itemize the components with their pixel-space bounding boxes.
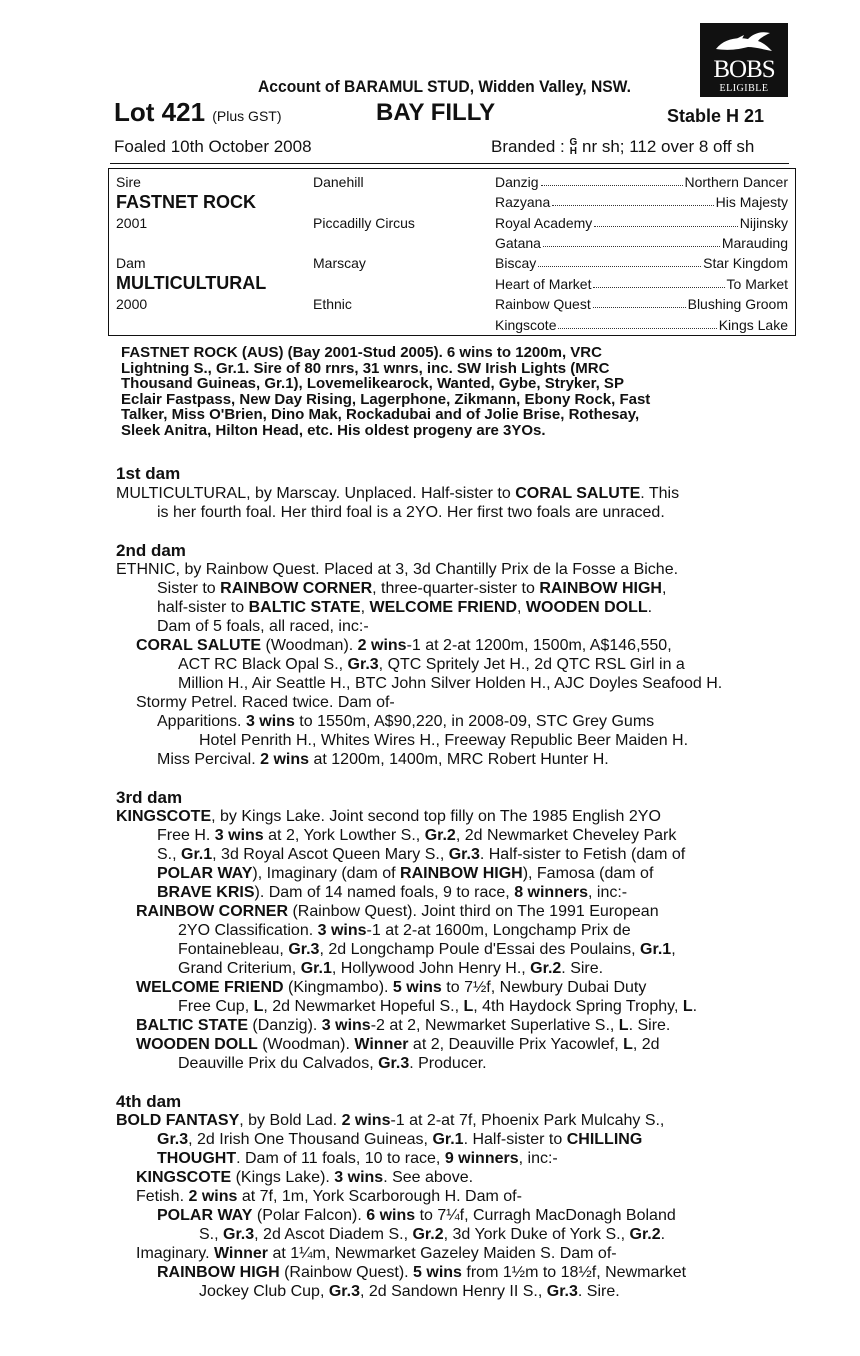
ancestor-row xyxy=(495,296,788,312)
second-dam-heading: 2nd dam xyxy=(116,541,186,560)
ancestor-left: Heart of Market xyxy=(495,276,592,292)
first-dam-heading: 1st dam xyxy=(116,464,181,483)
second-dam-text: Dam of 5 foals, all raced, inc:- xyxy=(157,618,369,635)
leader-dots xyxy=(558,328,716,329)
sire-summary-line: Talker, Miss O'Brien, Dino Mak, Rockadubai and of Jolie Brise, Rothesay, xyxy=(121,406,640,423)
brand-prefix: Branded : xyxy=(491,137,565,156)
produce-entry: S., Gr.3, 2d Ascot Diadem S., Gr.2, 3d York Duke of York S., Gr.2. xyxy=(199,1226,666,1243)
ancestor-right: To Market xyxy=(726,276,788,292)
logo-text: BOBS xyxy=(713,56,775,83)
produce-entry: RAINBOW HIGH (Rainbow Quest). 5 wins from 1½m to 18½f, Newmarket xyxy=(157,1264,687,1281)
ancestor-right: Star Kingdom xyxy=(703,255,788,271)
leader-dots xyxy=(541,185,683,186)
produce-entry: Stormy Petrel. Raced twice. Dam of- xyxy=(136,694,395,711)
sire-year: 2001 xyxy=(116,215,148,231)
ancestor-right: His Majesty xyxy=(715,194,788,210)
sire-summary xyxy=(121,345,791,438)
sire-dam: Piccadilly Circus xyxy=(313,215,415,231)
lot-label: Lot 421 xyxy=(114,97,206,127)
produce-entry: 2YO Classification. 3 wins-1 at 2-at 1600m, Longchamp Prix de xyxy=(178,922,631,939)
third-dam-text: BRAVE KRIS). Dam of 14 named foals, 9 to race, 8 winners, inc:- xyxy=(157,884,628,901)
brand-mark-bottom: H xyxy=(569,146,577,157)
header-divider xyxy=(110,163,789,164)
sire-label: Sire xyxy=(116,174,141,190)
produce-entry: ACT RC Black Opal S., Gr.3, QTC Spritely Jet H., 2d QTC RSL Girl in a xyxy=(178,656,685,673)
brand-info xyxy=(491,137,754,157)
produce-entry: Fetish. 2 wins at 7f, 1m, York Scarborough H. Dam of- xyxy=(136,1188,522,1205)
leader-dots xyxy=(593,307,686,308)
dam-year: 2000 xyxy=(116,296,148,312)
ancestor-row xyxy=(495,276,788,292)
fourth-dam-heading: 4th dam xyxy=(116,1092,182,1111)
produce-entry: WOODEN DOLL (Woodman). Winner at 2, Deauville Prix Yacowlef, L, 2d xyxy=(136,1036,660,1053)
ancestor-row xyxy=(495,317,788,333)
ancestor-left: Rainbow Quest xyxy=(495,296,591,312)
first-dam-text: MULTICULTURAL, by Marscay. Unplaced. Half-sister to CORAL SALUTE. This xyxy=(116,485,680,502)
brand-mark xyxy=(569,138,577,156)
produce-entry: Jockey Club Cup, Gr.3, 2d Sandown Henry II S., Gr.3. Sire. xyxy=(199,1283,620,1300)
produce-entry: Apparitions. 3 wins to 1550m, A$90,220, in 2008-09, STC Grey Gums xyxy=(157,713,655,730)
sire-summary-line: Thousand Guineas, Gr.1), Lovemelikearock, Wanted, Gybe, Stryker, SP xyxy=(121,375,624,392)
sire-summary-line: FASTNET ROCK (AUS) (Bay 2001-Stud 2005). 6 wins to 1200m, VRC xyxy=(121,344,602,361)
second-dam-text: half-sister to BALTIC STATE, WELCOME FRIEND, WOODEN DOLL. xyxy=(157,599,653,616)
ancestor-left: Gatana xyxy=(495,235,541,251)
leader-dots xyxy=(593,287,724,288)
produce-entry: Hotel Penrith H., Whites Wires H., Freeway Republic Beer Maiden H. xyxy=(199,732,689,749)
ancestor-row xyxy=(495,255,788,271)
brand-mark-top: G xyxy=(569,137,578,148)
ancestor-left: Kingscote xyxy=(495,317,557,333)
sire-summary-line: Eclair Fastpass, New Day Rising, Lagerphone, Zikmann, Ebony Rock, Fast xyxy=(121,390,651,408)
fourth-dam-text: THOUGHT. Dam of 11 foals, 10 to race, 9 winners, inc:- xyxy=(157,1150,558,1167)
sire-summary-line: Sleek Anitra, Hilton Head, etc. His oldest progeny are 3YOs. xyxy=(121,421,546,439)
leader-dots xyxy=(543,246,720,247)
sire-sire: Danehill xyxy=(313,174,364,190)
ancestor-row xyxy=(495,215,788,231)
produce-entry: Imaginary. Winner at 1¼m, Newmarket Gazeley Maiden S. Dam of- xyxy=(136,1245,617,1262)
ancestor-right: Northern Dancer xyxy=(684,174,788,190)
bobs-eligible-logo xyxy=(700,23,788,97)
ancestor-left: Royal Academy xyxy=(495,215,593,231)
produce-entry: Deauville Prix du Calvados, Gr.3. Producer. xyxy=(178,1055,487,1072)
ancestor-row xyxy=(495,235,788,251)
ancestor-left: Danzig xyxy=(495,174,539,190)
produce-entry: KINGSCOTE (Kings Lake). 3 wins. See above. xyxy=(136,1169,474,1186)
third-dam-heading: 3rd dam xyxy=(116,788,183,807)
third-dam-text: POLAR WAY), Imaginary (dam of RAINBOW HIGH), Famosa (dam of xyxy=(157,865,654,882)
logo-subtext: ELIGIBLE xyxy=(719,83,769,94)
ancestor-right: Kings Lake xyxy=(718,317,788,333)
ancestor-left: Razyana xyxy=(495,194,551,210)
vendor-account: Account of BARAMUL STUD, Widden Valley, NSW. xyxy=(258,77,631,96)
first-dam-text: is her fourth foal. Her third foal is a 2YO. Her first two foals are unraced. xyxy=(157,504,665,521)
stable-number: Stable H 21 xyxy=(667,106,765,126)
produce-entry: Fontainebleau, Gr.3, 2d Longchamp Poule d'Essai des Poulains, Gr.1, xyxy=(178,941,676,958)
leader-dots xyxy=(538,266,701,267)
ancestor-right: Marauding xyxy=(721,235,788,251)
third-dam-text: S., Gr.1, 3d Royal Ascot Queen Mary S., Gr.3. Half-sister to Fetish (dam of xyxy=(157,846,686,863)
third-dam-text: Free H. 3 wins at 2, York Lowther S., Gr.2, 2d Newmarket Cheveley Park xyxy=(157,827,677,844)
dam-sire: Marscay xyxy=(313,255,366,271)
dam-name: MULTICULTURAL xyxy=(116,273,267,293)
fourth-dam-text: Gr.3, 2d Irish One Thousand Guineas, Gr.1. Half-sister to CHILLING xyxy=(157,1131,643,1148)
produce-entry: POLAR WAY (Polar Falcon). 6 wins to 7¼f, Curragh MacDonagh Boland xyxy=(157,1207,676,1224)
third-dam-text: KINGSCOTE, by Kings Lake. Joint second top filly on The 1985 English 2YO xyxy=(116,808,661,825)
ancestor-right: Nijinsky xyxy=(739,215,788,231)
produce-entry: Free Cup, L, 2d Newmarket Hopeful S., L, 4th Haydock Spring Trophy, L. xyxy=(178,998,698,1015)
foaled-date: Foaled 10th October 2008 xyxy=(114,137,312,156)
leader-dots xyxy=(594,226,737,227)
ancestor-row xyxy=(495,194,788,210)
produce-entry: Miss Percival. 2 wins at 1200m, 1400m, MRC Robert Hunter H. xyxy=(157,751,609,768)
fourth-dam-text: BOLD FANTASY, by Bold Lad. 2 wins-1 at 2-at 7f, Phoenix Park Mulcahy S., xyxy=(116,1112,665,1129)
lot-description: BAY FILLY xyxy=(376,99,496,126)
produce-entry: Million H., Air Seattle H., BTC John Silver Holden H., AJC Doyles Seafood H. xyxy=(178,675,723,692)
sire-name: FASTNET ROCK xyxy=(116,192,257,212)
sire-summary-line: Lightning S., Gr.1. Sire of 80 rnrs, 31 wnrs, inc. SW Irish Lights (MRC xyxy=(121,359,610,377)
leader-dots xyxy=(552,205,713,206)
brand-details: nr sh; 112 over 8 off sh xyxy=(581,137,755,156)
second-dam-text: ETHNIC, by Rainbow Quest. Placed at 3, 3d Chantilly Prix de la Fosse a Biche. xyxy=(116,561,679,578)
produce-entry: WELCOME FRIEND (Kingmambo). 5 wins to 7½f, Newbury Dubai Duty xyxy=(136,979,647,996)
produce-entry: RAINBOW CORNER (Rainbow Quest). Joint third on The 1991 European xyxy=(136,903,659,920)
second-dam-text: Sister to RAINBOW CORNER, three-quarter-sister to RAINBOW HIGH, xyxy=(157,580,667,597)
dam-dam: Ethnic xyxy=(313,296,352,312)
horse-icon xyxy=(714,29,774,57)
gst-note: (Plus GST) xyxy=(212,108,282,124)
dam-label: Dam xyxy=(116,255,146,271)
lot-number xyxy=(114,97,282,128)
ancestor-right: Blushing Groom xyxy=(687,296,788,312)
produce-entry: Grand Criterium, Gr.1, Hollywood John Henry H., Gr.2. Sire. xyxy=(178,960,604,977)
produce-entry: CORAL SALUTE (Woodman). 2 wins-1 at 2-at 1200m, 1500m, A$146,550, xyxy=(136,637,672,654)
produce-entry: BALTIC STATE (Danzig). 3 wins-2 at 2, Newmarket Superlative S., L. Sire. xyxy=(136,1017,671,1034)
ancestor-row xyxy=(495,174,788,190)
ancestor-left: Biscay xyxy=(495,255,537,271)
